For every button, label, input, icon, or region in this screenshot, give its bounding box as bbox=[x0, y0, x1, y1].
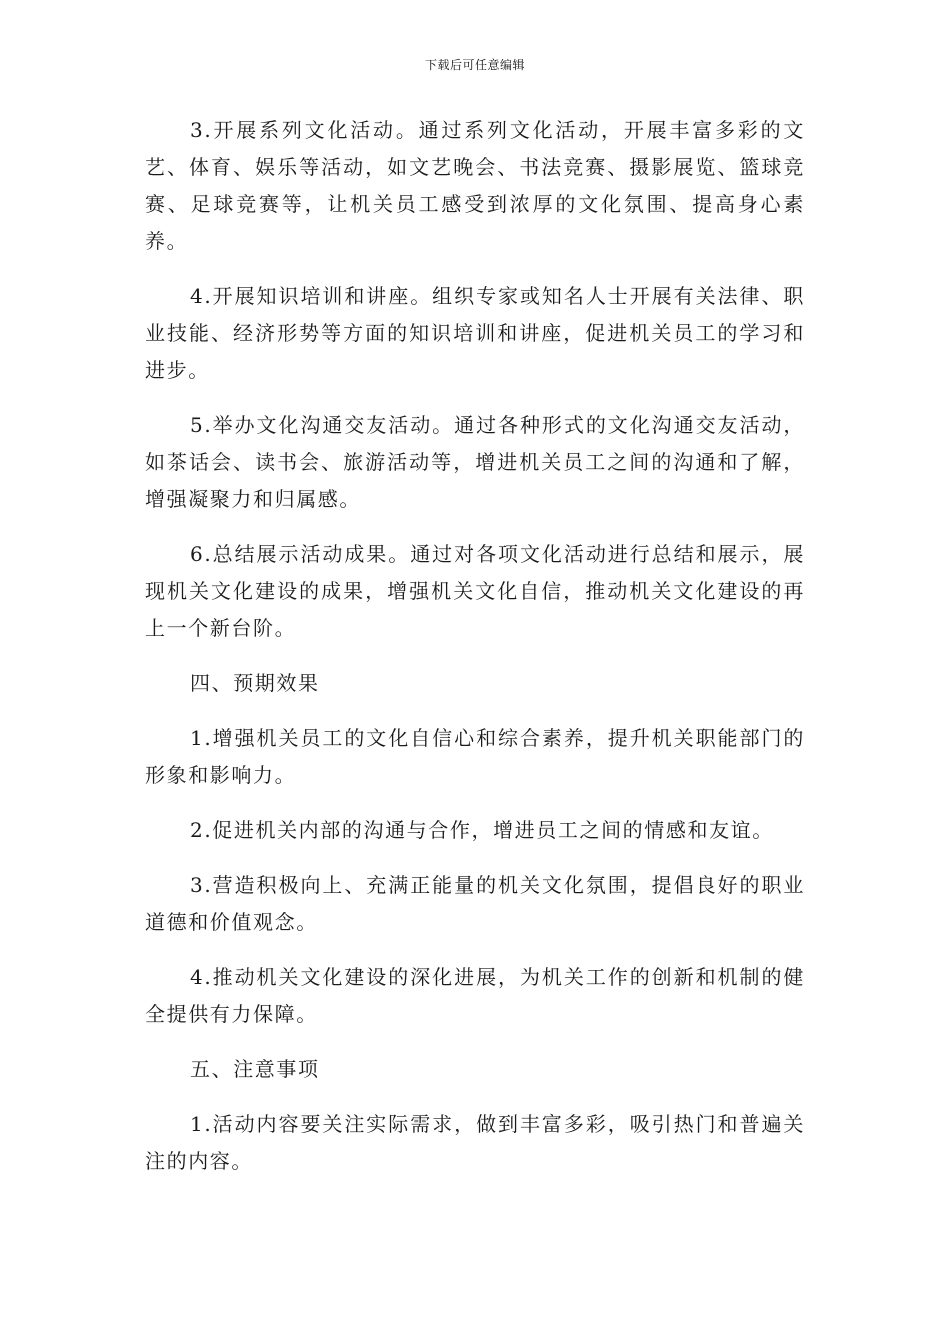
paragraph-activity-5: 5.举办文化沟通交友活动。通过各种形式的文化沟通交友活动，如茶话会、读书会、旅游活动等，增进机关员工之间的沟通和了解，增强凝聚力和归属感。 bbox=[145, 413, 805, 511]
paragraph-effect-2: 2.促进机关内部的沟通与合作，增进员工之间的情感和友谊。 bbox=[190, 818, 774, 842]
section-heading-expected-effects: 四、预期效果 bbox=[190, 671, 320, 695]
page-header: 下载后可任意编辑 bbox=[424, 58, 525, 72]
paragraph-note-1: 1.活动内容要关注实际需求，做到丰富多彩，吸引热门和普遍关注的内容。 bbox=[145, 1112, 805, 1173]
section-heading-notes: 五、注意事项 bbox=[190, 1057, 320, 1081]
paragraph-effect-1: 1.增强机关员工的文化自信心和综合素养，提升机关职能部门的形象和影响力。 bbox=[145, 726, 805, 787]
paragraph-effect-4: 4.推动机关文化建设的深化进展，为机关工作的创新和机制的健全提供有力保障。 bbox=[145, 965, 805, 1026]
paragraph-effect-3: 3.营造积极向上、充满正能量的机关文化氛围，提倡良好的职业道德和价值观念。 bbox=[145, 873, 805, 934]
document-body bbox=[145, 112, 805, 1198]
paragraph-activity-6: 6.总结展示活动成果。通过对各项文化活动进行总结和展示，展现机关文化建设的成果，增强机关文化自信，推动机关文化建设的再上一个新台阶。 bbox=[145, 542, 805, 640]
paragraph-activity-3: 3.开展系列文化活动。通过系列文化活动，开展丰富多彩的文艺、体育、娱乐等活动，如文艺晚会、书法竞赛、摄影展览、篮球竞赛、足球竞赛等，让机关员工感受到浓厚的文化氛围、提高身心素养。 bbox=[145, 118, 805, 253]
paragraph-activity-4: 4.开展知识培训和讲座。组织专家或知名人士开展有关法律、职业技能、经济形势等方面的知识培训和讲座，促进机关员工的学习和进步。 bbox=[145, 284, 805, 382]
